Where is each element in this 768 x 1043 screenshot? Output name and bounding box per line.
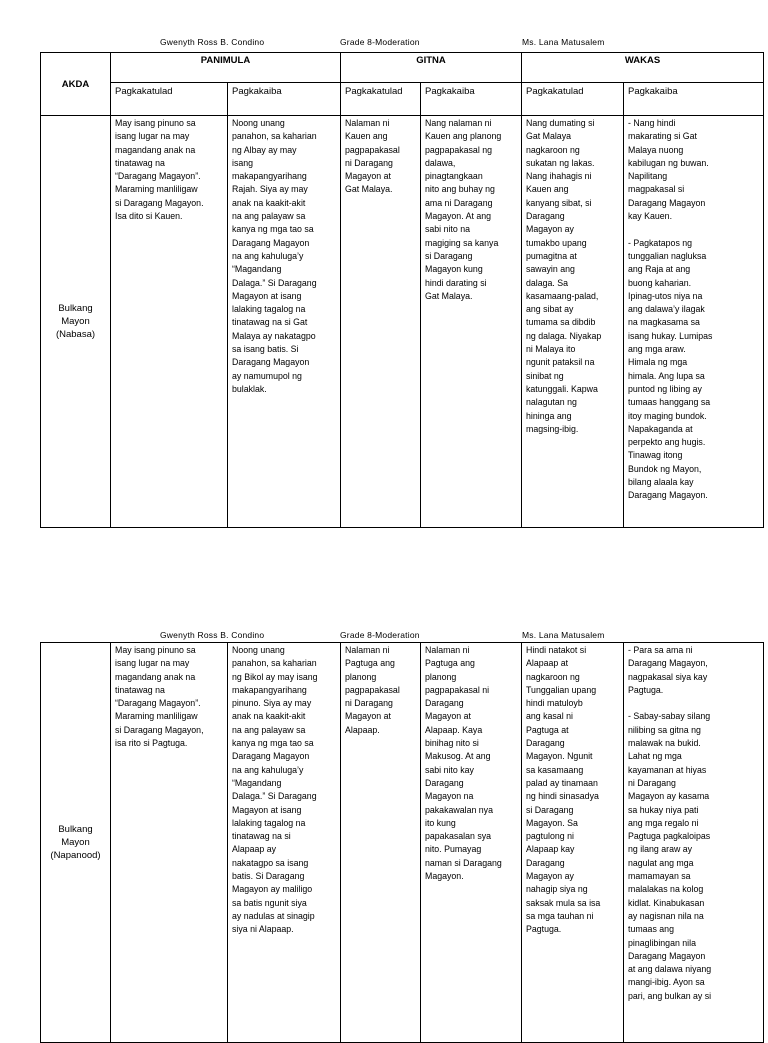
gitna-pagkakaiba-cell: Nang nalaman ni Kauen ang planong pagpapakasal ng dalawa, pinagtangkaan nito ang buhay ng ama ni Daragang Magayon. At ang sabi nito na magiging sa kanya si Daragang Magayon kung hindi darating si Gat Malaya.: [421, 116, 522, 528]
panimula-pagkakatulad-cell: May isang pinuno sa isang lugar na may magandang anak na tinatawag na “Daragang Magayon”. Maraming manliligaw si Daragang Magayon. Isa dito si Kauen.: [111, 116, 228, 528]
akda-header: AKDA: [41, 53, 111, 116]
wakas-pagkakaiba-cell: - Nang hindi makarating si Gat Malaya nuong kabilugan ng buwan. Napilitang magpakasal si Daragang Magayon kay Kauen. - Pagkatapos ng tunggalian nagluksa ang Raja at ang buong kaharian. Ipinag-utos niya na ang dalawa’y ilagak na magkasama sa isang hukay. Lumipas ang mga araw. Himala ng mga himala. Ang lupa sa puntod ng libing ay tumaas hanggang sa itoy maging bundok. Napakaganda at perpekto ang hugis. Tinawag itong Bundok ng Mayon, bilang alaala kay Daragang Magayon.: [624, 116, 764, 528]
section-header-wakas: WAKAS: [522, 53, 764, 83]
panimula-pagkakatulad-cell: May isang pinuno sa isang lugar na may magandang anak na tinatawag na “Daragang Magayon”. Maraming manliligaw si Daragang Magayon, isa rito si Pagtuga.: [111, 643, 228, 1043]
wakas-pagkakatulad-cell: Nang dumating si Gat Malaya nagkaroon ng sukatan ng lakas. Nang ihahagis ni Kauen ang kanyang sibat, si Daragang Magayon ay tumakbo upang pumagitna at sawayin ang dalaga. Sa kasamaang-palad, ang sibat ay tumama sa dibdib ng dalaga. Niyakap ni Malaya ito ngunit pataksil na sinibat ng katunggali. Kapwa nalagutan ng hininga ang magsing-ibig.: [522, 116, 624, 528]
comparison-table-napanood: [40, 642, 764, 1043]
header-teacher: Ms. Lana Matusalem: [522, 630, 605, 640]
subheader-pagkakatulad: Pagkakatulad: [341, 83, 421, 116]
section-header-panimula: PANIMULA: [111, 53, 341, 83]
gitna-pagkakatulad-cell: Nalaman ni Pagtuga ang planong pagpapakasal ni Daragang Magayon at Alapaap.: [341, 643, 421, 1043]
comparison-table-nabasa: [40, 52, 764, 528]
header-student-name: Gwenyth Ross B. Condino: [160, 630, 265, 640]
header-section: Grade 8-Moderation: [340, 630, 420, 640]
gitna-pagkakaiba-cell: Nalaman ni Pagtuga ang planong pagpapakasal ni Daragang Magayon at Alapaap. Kaya binihag nito si Makusog. At ang sabi nito kay Daragang Magayon na pakakawalan nya ito kung papakasalan sya nito. Pumayag naman si Daragang Magayon.: [421, 643, 522, 1043]
subheader-pagkakatulad: Pagkakatulad: [522, 83, 624, 116]
header-section: Grade 8-Moderation: [340, 37, 420, 47]
wakas-pagkakaiba-cell: - Para sa ama ni Daragang Magayon, nagpakasal siya kay Pagtuga. - Sabay-sabay silang nilibing sa gitna ng malawak na bukid. Lahat ng mga kayamanan at hiyas ni Daragang Magayon ay kasama sa hukay niya pati ang mga regalo ni Pagtuga pagkaloipas ng ilang araw ay nagulat ang mga mamamayan sa malalakas na kolog kidlat. Kinabukasan ay nagisnan nila na tumaas ang pinaglibingan nila Daragang Magayon at ang dalawa niyang mangi-ibig. Ayon sa pari, ang bulkan ay si: [624, 643, 764, 1043]
gitna-pagkakatulad-cell: Nalaman ni Kauen ang pagpapakasal ni Daragang Magayon at Gat Malaya.: [341, 116, 421, 528]
subheader-pagkakatulad: Pagkakatulad: [111, 83, 228, 116]
panimula-pagkakaiba-cell: Noong unang panahon, sa kaharian ng Albay ay may isang makapangyarihang Rajah. Siya ay may anak na kaakit-akit na ang palayaw sa kanya ng mga tao sa Daragang Magayon na ang kahuluga’y “Magandang Dalaga.” Si Daragang Magayon at isang lalaking tagalog na tinatawag na si Gat Malaya ay nakatagpo sa isang batis. Si Daragang Magayon ay namumupol ng bulaklak.: [228, 116, 341, 528]
akda-title-nabasa: Bulkang Mayon (Nabasa): [41, 116, 111, 528]
section-header-gitna: GITNA: [341, 53, 522, 83]
wakas-pagkakatulad-cell: Hindi natakot si Alapaap at nagkaroon ng Tunggalian upang hindi matuloyb ang kasal ni Pagtuga at Daragang Magayon. Ngunit sa kasamaang palad ay tinamaan ng hindi sinasadya si Daragang Magayon. Sa pagtulong ni Alapaap kay Daragang Magayon ay nahagip siya ng saksak mula sa isa sa mga tauhan ni Pagtuga.: [522, 643, 624, 1043]
header-teacher: Ms. Lana Matusalem: [522, 37, 605, 47]
akda-title-napanood: Bulkang Mayon (Napanood): [41, 643, 111, 1043]
subheader-pagkakaiba: Pagkakaiba: [228, 83, 341, 116]
subheader-pagkakaiba: Pagkakaiba: [624, 83, 764, 116]
subheader-pagkakaiba: Pagkakaiba: [421, 83, 522, 116]
panimula-pagkakaiba-cell: Noong unang panahon, sa kaharian ng Bikol ay may isang makapangyarihang pinuno. Siya ay may anak na kaakit-akit na ang palayaw sa kanya ng mga tao sa Daragang Magayon na ang kahuluga’y “Magandang Dalaga.” Si Daragang Magayon at isang lalaking tagalog na tinatawag na si Alapaap ay nakatagpo sa isang batis. Si Daragang Magayon ay maliligo sa batis ngunit siya ay nadulas at sinagip siya ni Alapaap.: [228, 643, 341, 1043]
header-student-name: Gwenyth Ross B. Condino: [160, 37, 265, 47]
